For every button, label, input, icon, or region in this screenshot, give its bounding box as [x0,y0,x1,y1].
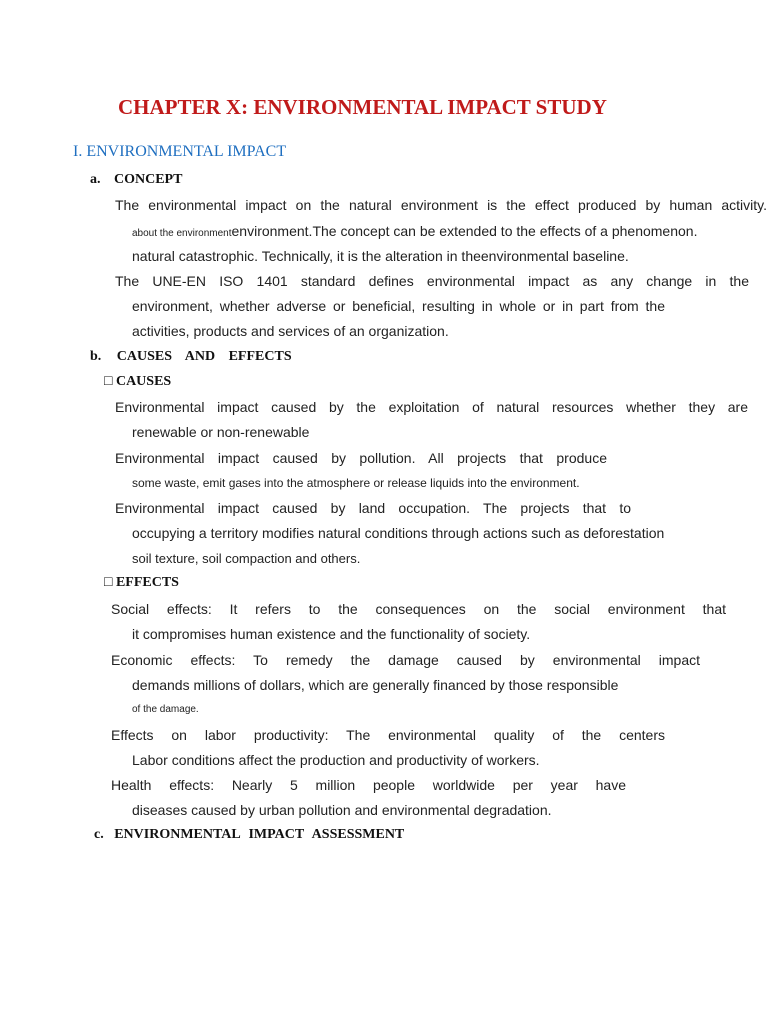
cause-3-line-2: occupying a territory modifies natural conditions through actions such as deforestation [132,525,665,541]
effects-heading: □ EFFECTS [104,575,179,590]
concept-line-6: activities, products and services of an organization. [132,323,449,339]
concept-line-3: natural catastrophic. Technically, it is the alteration in theenvironmental baseline. [132,248,629,264]
causes-effects-title: CAUSES AND EFFECTS [116,349,292,364]
concept-title: CONCEPT [114,172,183,187]
assessment-title: ENVIRONMENTAL IMPACT ASSESSMENT [114,827,405,842]
concept-line-2-rest: environment.The concept can be extended to the effects of a phenomenon. [231,223,698,239]
concept-line-2 [132,223,697,242]
effect-2-line-1: Economic effects: To remedy the damage caused by environmental impact [111,652,700,668]
section-heading: I. ENVIRONMENTAL IMPACT [73,143,287,160]
causes-effects-letter: b. [90,349,102,364]
effect-3-line-1: Effects on labor productivity: The environmental quality of the centers [111,727,665,743]
concept-letter: a. [90,172,101,187]
causes-effects-heading [90,349,292,365]
cause-2-line-1: Environmental impact caused by pollution. All projects that produce [115,450,607,466]
page-title: CHAPTER X: ENVIRONMENTAL IMPACT STUDY [118,95,607,119]
effect-4-line-2: diseases caused by urban pollution and environmental degradation. [132,802,552,818]
effect-2-line-2: demands millions of dollars, which are generally financed by those responsible [132,677,619,693]
concept-line-5: environment, whether adverse or beneficial, resulting in whole or in part from the [132,298,665,314]
assessment-letter: c. [94,827,104,842]
cause-3-line-3: soil texture, soil compaction and others. [132,551,361,566]
causes-heading: □ CAUSES [104,374,172,389]
assessment-heading [94,827,404,843]
effect-4-line-1: Health effects: Nearly 5 million people worldwide per year have [111,777,626,793]
effect-2-line-3: of the damage. [132,704,199,715]
concept-line-1: The environmental impact on the natural environment is the effect produced by human activity. [115,197,767,213]
effect-1-line-2: it compromises human existence and the functionality of society. [132,626,531,642]
cause-3-line-1: Environmental impact caused by land occupation. The projects that to [115,500,631,516]
cause-1-line-2: renewable or non-renewable [132,424,310,440]
concept-line-4: The UNE-EN ISO 1401 standard defines environmental impact as any change in the [115,273,749,289]
effect-1-line-1: Social effects: It refers to the consequences on the social environment that [111,601,726,617]
concept-line-2-small: about the environment [132,228,232,239]
cause-2-line-2: some waste, emit gases into the atmosphere or release liquids into the environment. [132,476,580,490]
concept-heading [90,172,182,188]
cause-1-line-1: Environmental impact caused by the exploitation of natural resources whether they are [115,399,748,415]
effect-3-line-2: Labor conditions affect the production and productivity of workers. [132,752,540,768]
